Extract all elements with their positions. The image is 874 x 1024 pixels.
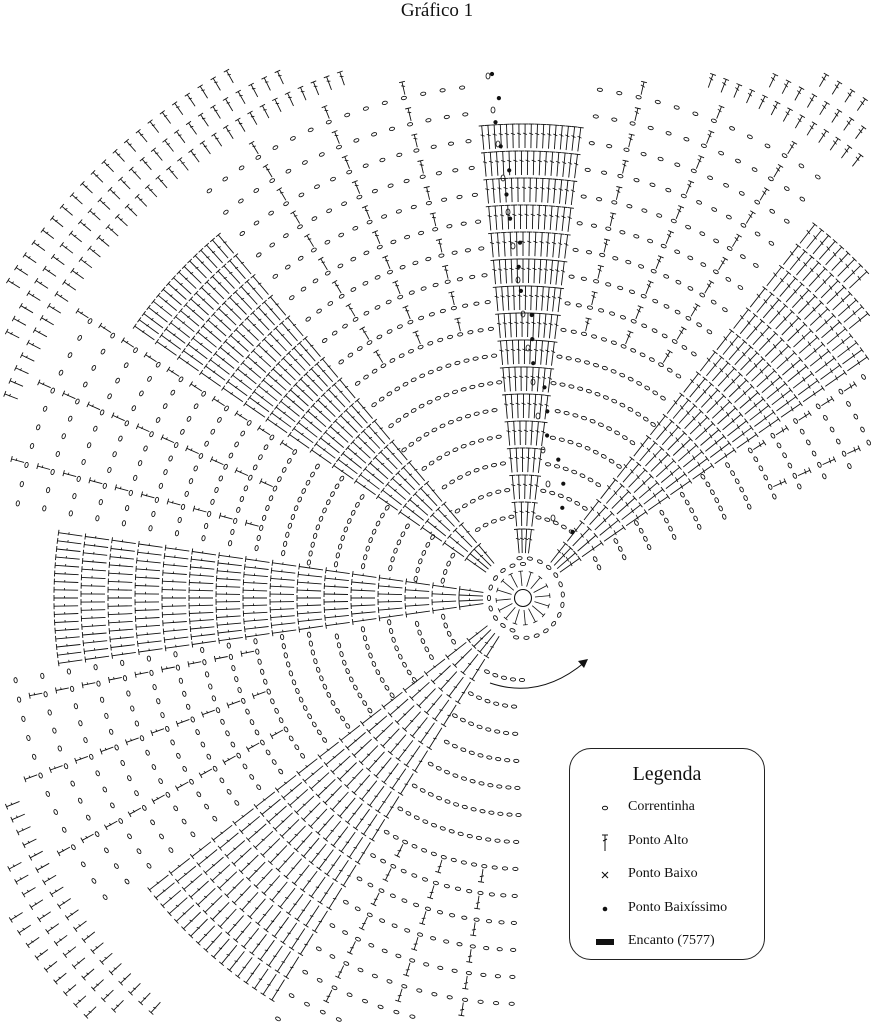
slip-stitch-icon [596, 901, 614, 917]
double-crochet-icon [596, 831, 614, 851]
single-crochet-icon [596, 867, 614, 883]
fan-left [54, 530, 483, 666]
legend-label-slip-stitch: Ponto Baixíssimo [628, 900, 728, 915]
legend-label-single-crochet: Ponto Baixo [628, 866, 698, 881]
fan-lower-left [148, 626, 500, 1002]
legend-box [569, 748, 765, 960]
yarn-bar-icon [596, 934, 614, 950]
direction-arrow [490, 659, 588, 688]
legend-item-yarn-bar [570, 931, 764, 953]
center-ring [487, 556, 564, 639]
legend-item-chain [570, 797, 764, 819]
chain-icon [596, 800, 614, 816]
legend-label-chain: Correntinha [628, 799, 695, 814]
legend-title: Legenda [632, 763, 702, 785]
legend-label-yarn-bar: Encanto (7577) [628, 933, 715, 948]
legend-label-double-crochet: Ponto Alto [628, 833, 689, 848]
legend-item-double-crochet [570, 831, 764, 853]
legend-item-single-crochet [570, 864, 764, 886]
fan-upper-left [133, 233, 494, 572]
chart-title: Gráfico 1 [400, 0, 474, 21]
legend-item-slip-stitch [570, 898, 764, 920]
